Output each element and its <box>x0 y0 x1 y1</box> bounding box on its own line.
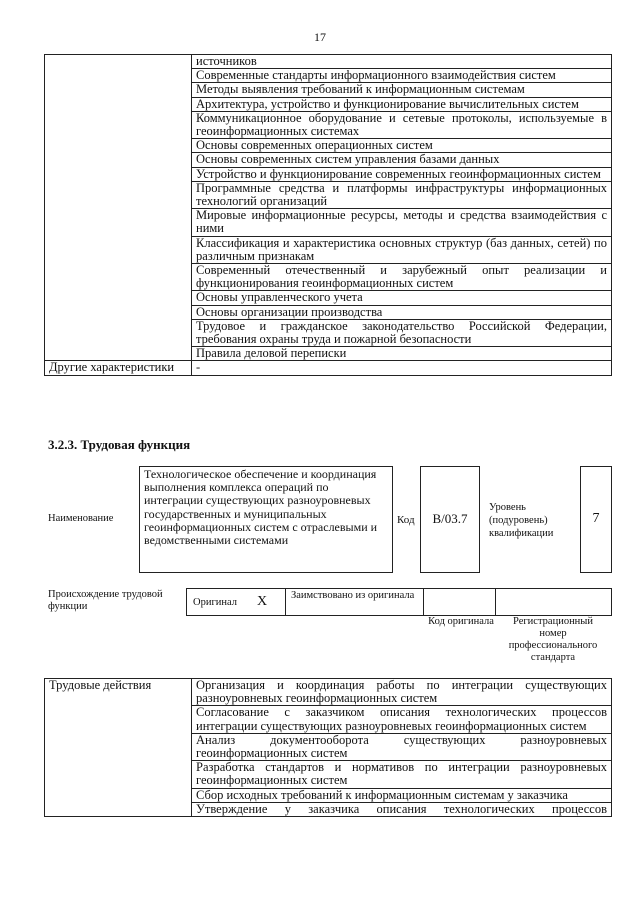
other-characteristics-label: Другие характеристики <box>45 361 192 375</box>
labor-action-item: Организация и координация работы по интеграции существующих разноуровневых геоинформационных систем <box>192 679 612 706</box>
divider <box>285 589 286 615</box>
code-label: Код <box>397 514 415 526</box>
section-title: 3.2.3. Трудовая функция <box>48 437 191 452</box>
reg-number-label: Регистрационный номер профессионального стандарта <box>508 616 598 663</box>
original-label: Оригинал <box>193 597 237 608</box>
code-original-label: Код оригинала <box>428 616 494 627</box>
knowledge-item: Мировые информационные ресурсы, методы и средства взаимодействия с ними <box>192 209 612 236</box>
knowledge-item: Основы современных операционных систем <box>192 139 612 153</box>
knowledge-item: Основы организации производства <box>192 305 612 319</box>
level-value: 7 <box>592 511 600 526</box>
knowledge-item: Устройство и функционирование современных геоинформационных систем <box>192 167 612 181</box>
table-row <box>45 679 612 706</box>
knowledge-label-cell <box>45 55 192 361</box>
borrowed-label: Заимствовано из оригинала <box>291 590 415 601</box>
code-value: B/03.7 <box>432 511 468 526</box>
knowledge-item: Коммуникационное оборудование и сетевые протоколы, используемые в геоинформационных системах <box>192 111 612 138</box>
labor-action-item: Согласование с заказчиком описания технологических процессов интеграции существующих разноуровневых геоинформационных систем <box>192 706 612 733</box>
page-number: 17 <box>314 30 326 44</box>
knowledge-item: источников <box>192 55 612 69</box>
knowledge-item: Современные стандарты информационного взаимодействия систем <box>192 69 612 83</box>
labor-actions-table <box>44 678 612 817</box>
function-name-box: Технологическое обеспечение и координация выполнения комплекса операций по интеграции существующих разноуровневых государственных и муниципальных геоинформационных систем с отраслевыми и ведомственными системами <box>139 466 393 573</box>
knowledge-item: Основы современных систем управления базами данных <box>192 153 612 167</box>
table-row <box>45 55 612 69</box>
level-label: Уровень (подуровень) квалификации <box>489 502 554 539</box>
divider <box>495 589 496 615</box>
labor-actions-label: Трудовые действия <box>45 679 192 817</box>
labor-action-item: Разработка стандартов и нормативов по интеграции разноуровневых геоинформационных систем <box>192 761 612 788</box>
origin-box <box>186 588 612 616</box>
knowledge-item: Классификация и характеристика основных структур (баз данных, сетей) по различным признакам <box>192 236 612 263</box>
code-box <box>420 466 480 573</box>
other-characteristics-value: - <box>192 361 612 375</box>
level-box <box>580 466 612 573</box>
divider <box>423 589 424 615</box>
knowledge-item: Трудовое и гражданское законодательство Российской Федерации, требования охраны труда и пожарной безопасности <box>192 319 612 346</box>
labor-action-item: Анализ документооборота существующих разноуровневых геоинформационных систем <box>192 733 612 760</box>
origin-label: Происхождение трудовой функции <box>48 589 163 612</box>
table-row <box>45 361 612 375</box>
knowledge-table <box>44 54 612 376</box>
knowledge-item: Правила деловой переписки <box>192 347 612 361</box>
knowledge-item: Основы управленческого учета <box>192 291 612 305</box>
knowledge-item: Программные средства и платформы инфраструктуры информационных технологий организаций <box>192 181 612 208</box>
knowledge-item: Современный отечественный и зарубежный опыт реализации и функционирования геоинформационных систем <box>192 264 612 291</box>
labor-action-item: Утверждение у заказчика описания технологических процессов <box>192 802 612 816</box>
original-mark: X <box>257 594 268 609</box>
labor-action-item: Сбор исходных требований к информационным системам у заказчика <box>192 788 612 802</box>
name-label: Наименование <box>48 513 114 524</box>
knowledge-item: Методы выявления требований к информационным системам <box>192 83 612 97</box>
knowledge-item: Архитектура, устройство и функционирование вычислительных систем <box>192 97 612 111</box>
